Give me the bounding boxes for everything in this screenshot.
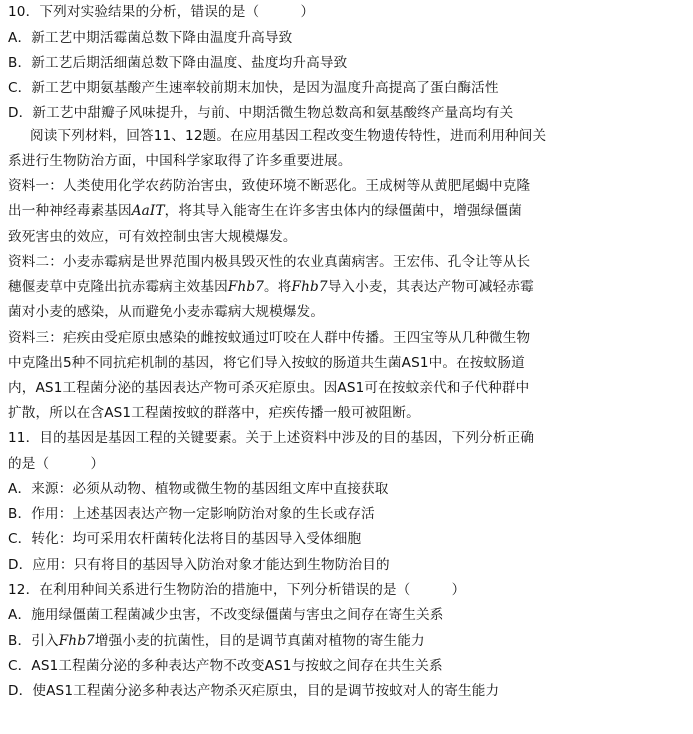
q10-option-a: A．新工艺中期活霉菌总数下降由温度升高导致	[8, 30, 293, 46]
q11-option-a: A．来源：必须从动物、植物或微生物的基因组文库中直接获取	[8, 481, 389, 497]
q12-option-b-text: B．引入	[8, 633, 59, 649]
q10-stem: 10．下列对实验结果的分析，错误的是（ ）	[8, 4, 315, 20]
material-1-line-2	[8, 201, 522, 222]
q10-option-c: C．新工艺中期氨基酸产生速率较前期末加快，是因为温度升高提高了蛋白酶活性	[8, 80, 499, 96]
material-2-line-1: 资料二：小麦赤霉病是世界范围内极具毁灭性的农业真菌病害。王宏伟、孔令让等从长	[8, 254, 531, 270]
gene-name-fhb7: Fhb7	[58, 633, 95, 649]
material-1-text: ，将其导入能寄生在许多害虫体内的绿僵菌中，增强绿僵菌	[164, 203, 523, 219]
gene-name-fhb7: Fhb7	[227, 279, 265, 295]
q12-option-a: A．施用绿僵菌工程菌减少虫害，不改变绿僵菌与害虫之间存在寄生关系	[8, 607, 444, 623]
q10-option-d: D．新工艺中甜瓣子风味提升，与前、中期活微生物总数高和氨基酸终产量高均有关	[8, 105, 514, 121]
q11-stem-line-2: 的是（ ）	[8, 456, 105, 472]
q12-option-b-text: 增强小麦的抗菌性，目的是调节真菌对植物的寄生能力	[94, 633, 425, 649]
gene-name-fhb7: Fhb7	[291, 279, 328, 295]
material-2-text: 。将	[264, 279, 292, 295]
material-1-text: 出一种神经毒素基因	[8, 203, 132, 219]
material-2-line-2	[8, 277, 534, 298]
q12-option-c: C．AS1工程菌分泌的多种表达产物不改变AS1与按蚊之间存在共生关系	[8, 658, 443, 674]
material-1-line-3: 致死害虫的效应，可有效控制虫害大规模爆发。	[8, 229, 297, 245]
material-3-line-1: 资料三：疟疾由受疟原虫感染的雌按蚊通过叮咬在人群中传播。王四宝等从几种微生物	[8, 330, 531, 346]
material-2-text: 穗偃麦草中克隆出抗赤霉病主效基因	[8, 279, 228, 295]
material-2-text: 导入小麦，其表达产物可减轻赤霉	[327, 279, 534, 295]
material-3-line-2: 中克隆出5种不同抗疟机制的基因，将它们导入按蚊的肠道共生菌AS1中。在按蚊肠道	[8, 355, 525, 371]
gene-name-aait: AaIT	[131, 203, 165, 219]
q10-option-b: B．新工艺后期活细菌总数下降由温度、盐度均升高导致	[8, 55, 348, 71]
q11-stem-line-1: 11．目的基因是基因工程的关键要素。关于上述资料中涉及的目的基因，下列分析正确	[8, 430, 535, 446]
q12-stem: 12．在利用种间关系进行生物防治的措施中，下列分析错误的是（ ）	[8, 582, 466, 598]
q11-option-c: C．转化：均可采用农杆菌转化法将目的基因导入受体细胞	[8, 531, 362, 547]
q12-option-b	[8, 631, 425, 652]
material-3-line-4: 扩散，所以在含AS1工程菌按蚊的群落中，疟疾传播一般可被阻断。	[8, 405, 420, 421]
passage-intro-line-1: 阅读下列材料，回答11、12题。在应用基因工程改变生物遗传特性，进而利用种间关	[30, 128, 547, 144]
material-3-line-3: 内，AS1工程菌分泌的基因表达产物可杀灭疟原虫。因AS1可在按蚊亲代和子代种群中	[8, 380, 530, 396]
material-1-line-1: 资料一：人类使用化学农药防治害虫，致使环境不断恶化。王成树等从黄肥尾蝎中克隆	[8, 178, 531, 194]
q11-option-d: D．应用：只有将目的基因导入防治对象才能达到生物防治目的	[8, 557, 390, 573]
passage-intro-line-2: 系进行生物防治方面，中国科学家取得了许多重要进展。	[8, 153, 352, 169]
q11-option-b: B．作用：上述基因表达产物一定影响防治对象的生长或存活	[8, 506, 375, 522]
q12-option-d: D．使AS1工程菌分泌多种表达产物杀灭疟原虫，目的是调节按蚊对人的寄生能力	[8, 683, 500, 699]
material-2-line-3: 菌对小麦的感染，从而避免小麦赤霉病大规模爆发。	[8, 304, 325, 320]
